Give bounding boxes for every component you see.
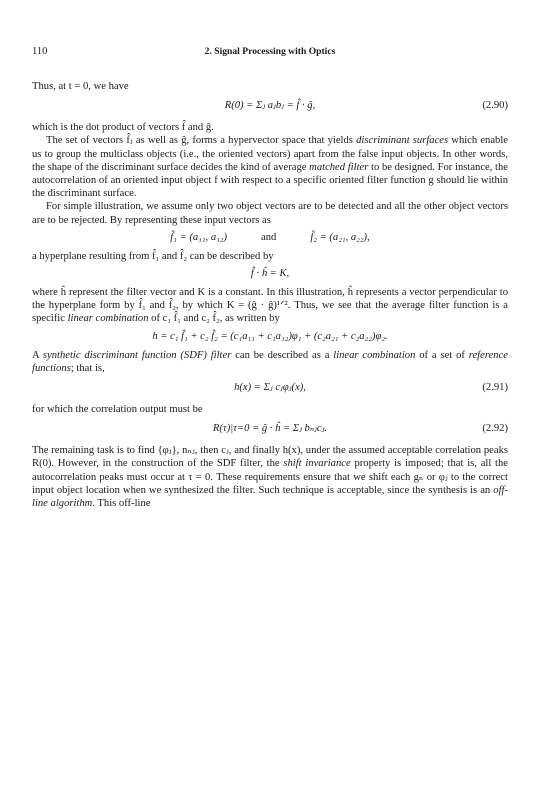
text-run: can be described as a: [231, 349, 334, 361]
equation-expression: R(τ)|τ=0 = ĝ · ĥ = Σⱼ bₙⱼcⱼ.: [212, 423, 328, 435]
paragraph-filter-vector: [32, 286, 508, 326]
paragraph-hypervector: [32, 134, 508, 200]
emphasis-term: linear combination: [333, 349, 416, 361]
equation-2-92: [32, 418, 508, 440]
emphasis-term: matched filter: [309, 161, 369, 173]
paragraph-remaining-task: [32, 444, 508, 510]
emphasis-term: discriminant surfaces: [356, 135, 449, 147]
text-run: which enable us to group the multiclass objects (i.e., the oriented vectors) apart from the false input objects. In other words, the shape of the discriminant surface decides the kind of average: [32, 135, 508, 173]
text-run: to be designed. For instance, the autocorrelation of an oriented input object f with respect to a specific oriented filter function g should lie within the discriminant surface.: [32, 161, 508, 200]
text-run: ; that is,: [70, 362, 105, 374]
emphasis-term: reference functions: [32, 349, 508, 374]
text-run: where ĥ represent the filter vector and K is a constant. In this illustration, ĥ represents a vector perpendicular to the hyperplane form by f̂₁ and f̂₂, by which K = (ĝ · ĝ)¹ᐟ². Thus, we see that the average filter function is a specific: [32, 287, 508, 325]
emphasis-term: synthetic discriminant function (SDF) filter: [42, 349, 232, 361]
page-number: 110: [32, 46, 48, 57]
equation-hyperplane: [32, 264, 508, 283]
paragraph-illustration: For simple illustration, we assume only two object vectors are to be detected and all the other object vectors are to be rejected. By representing these input vectors as: [32, 201, 508, 226]
text-run: A: [32, 349, 43, 361]
text-run: The remaining task is to find {φⱼ}, nₙⱼ, then cⱼ, and finally h(x), under the assumed acceptable correlation peaks R(0). However, in the construction of the SDF filter, the: [32, 445, 508, 470]
text-run: of c₁ f̂₁ and c₂ f̂₂, as written by: [148, 313, 280, 325]
equation-expression: h = c₁ f̂₁ + c₂ f̂₂ = (c₁a₁₁ + c₁a₁₂)φ₁ + (c₂a₂₁ + c₂a₂₂)φ₂.: [152, 330, 388, 342]
vector-pair: [32, 228, 508, 247]
equation-number: (2.90): [482, 100, 508, 112]
equation-number: (2.91): [482, 382, 508, 394]
text-run: of a set of: [415, 349, 469, 361]
text-run: The set of vectors f̂ⱼ as well as ĝ, forms a hypervector space that yields: [46, 135, 357, 147]
paragraph-correlation-output: for which the correlation output must be: [32, 404, 203, 416]
equation-2-90: [32, 95, 508, 117]
emphasis-term: shift invariance: [283, 458, 351, 470]
paragraph-dot-product: which is the dot product of vectors f̂ and ĝ.: [32, 122, 214, 134]
equation-number: (2.92): [482, 423, 508, 435]
paragraph-hyperplane: a hyperplane resulting from f̂₁ and f̂₂ can be described by: [32, 250, 274, 262]
text-run: . This off-line: [92, 498, 151, 510]
equation-input-vectors: [32, 228, 508, 247]
equation-expression: h(x) = Σⱼ cⱼφⱼ(x),: [234, 382, 306, 394]
emphasis-term: off-line algorithm: [32, 484, 508, 510]
vector-f2: f̂₂ = (a₂₁, a₂₂),: [310, 231, 370, 243]
equation-expression: f̂ · ĥ = K,: [250, 268, 290, 280]
equation-2-91: [32, 377, 508, 399]
paragraph-sdf: [32, 349, 508, 375]
paragraph-intro: Thus, at t = 0, we have: [32, 81, 129, 92]
equation-expression: R(0) = Σⱼ aⱼbⱼ = f̂ · ĝ,: [224, 100, 316, 112]
text-run: property is imposed; that is, all the autocorrelation peaks must occur at τ = 0. These requirements ensure that we shift each gₙ or φⱼ to the correct input object location when we synthesized the filter. Such technique is acceptable, since the synthesis is an: [32, 458, 509, 496]
emphasis-term: linear combination: [67, 313, 149, 325]
vector-f1: f̂₁ = (a₁₁, a₁₂): [170, 231, 228, 243]
page-body: [32, 80, 508, 510]
running-title: 2. Signal Processing with Optics: [204, 46, 336, 57]
equation-h-combination: [32, 327, 508, 346]
page-header: [32, 45, 508, 59]
and-word: and: [261, 231, 277, 243]
